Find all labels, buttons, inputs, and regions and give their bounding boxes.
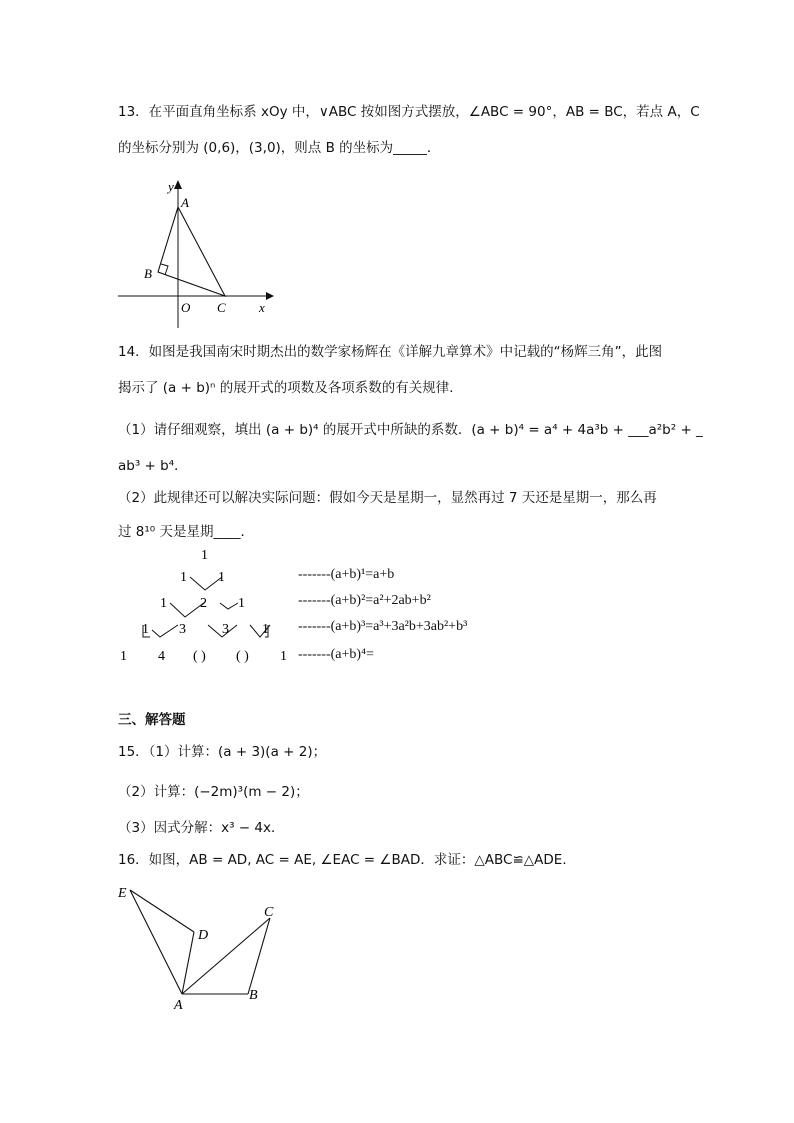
q16-label-A: A [174, 998, 183, 1013]
q15-line2: （2）计算：(−2m)³(m − 2)； [118, 784, 309, 800]
expansion-4: -------(a+b)⁴= [298, 647, 374, 662]
q13-figure [118, 175, 278, 335]
q13-label-A: A [181, 195, 189, 210]
q13-label-x: x [259, 300, 265, 315]
tri-r2-2: 1 [238, 596, 245, 611]
tri-r4-3: ( ) [236, 649, 249, 664]
q15-line1: 15．（1）计算：(a + 3)(a + 2)； [118, 744, 327, 760]
q14-part1-b: ab³ + b⁴． [118, 458, 188, 474]
tri-r1-0: 1 [180, 570, 187, 585]
tri-r3-2: 3 [222, 622, 229, 637]
tri-r4-1: 4 [158, 649, 165, 664]
q13-label-C: C [217, 300, 226, 315]
q14-line1: 14．如图是我国南宋时期杰出的数学家杨辉在《详解九章算术》中记载的“杨辉三角”，此图 [118, 344, 663, 360]
tri-r3-1: 3 [179, 622, 186, 637]
q16-label-C: C [264, 905, 274, 920]
yang-hui-triangle [110, 545, 310, 665]
tri-r4-0: 1 [120, 649, 127, 664]
tri-r0-0: 1 [201, 548, 208, 563]
q13-label-B: B [144, 266, 152, 281]
expansion-1: -------(a+b)¹=a+b [298, 567, 395, 582]
q13-line1: 13．在平面直角坐标系 xOy 中，∨ABC 按如图方式摆放，∠ABC = 90°，AB = BC，若点 A，C [118, 104, 700, 120]
tri-r4-4: 1 [280, 649, 287, 664]
tri-r2-1: 2 [200, 596, 207, 611]
q13-label-O: O [181, 300, 191, 315]
tri-r4-2: ( ) [193, 649, 206, 664]
expansion-2: -------(a+b)²=a²+2ab+b² [298, 593, 431, 608]
q14-line2: 揭示了 (a + b)ⁿ 的展开式的项数及各项系数的有关规律． [118, 380, 463, 396]
q13-line2: 的坐标分别为 (0,6)，(3,0)，则点 B 的坐标为_____． [118, 140, 441, 156]
q16-label-D: D [198, 928, 209, 943]
q16-line1: 16．如图，AB = AD, AC = AE, ∠EAC = ∠BAD．求证：△ABC≌△ADE． [118, 852, 576, 868]
tri-r3-0: 1 [142, 622, 149, 637]
section-heading: 三、解答题 [118, 712, 186, 728]
q15-line3: （3）因式分解：x³ − 4x． [118, 820, 285, 836]
tri-r1-1: 1 [218, 570, 225, 585]
q14-part2-a: （2）此规律还可以解决实际问题：假如今天是星期一，显然再过 7 天还是星期一，那么再 [118, 490, 657, 506]
expansion-3: -------(a+b)³=a³+3a²b+3ab²+b³ [298, 619, 468, 634]
tri-r2-0: 1 [160, 596, 167, 611]
q16-figure [110, 880, 310, 1020]
tri-r3-3: 1 [262, 622, 269, 637]
q14-part1-a: （1）请仔细观察，填出 (a + b)⁴ 的展开式中所缺的系数．(a + b)⁴ = a⁴ + 4a³b + ___a²b² + _ [118, 422, 703, 438]
q16-label-B: B [249, 988, 258, 1003]
q14-part2-b: 过 8¹⁰ 天是星期____． [118, 524, 254, 540]
q16-label-E: E [118, 886, 127, 901]
q13-label-y: y [168, 179, 174, 194]
